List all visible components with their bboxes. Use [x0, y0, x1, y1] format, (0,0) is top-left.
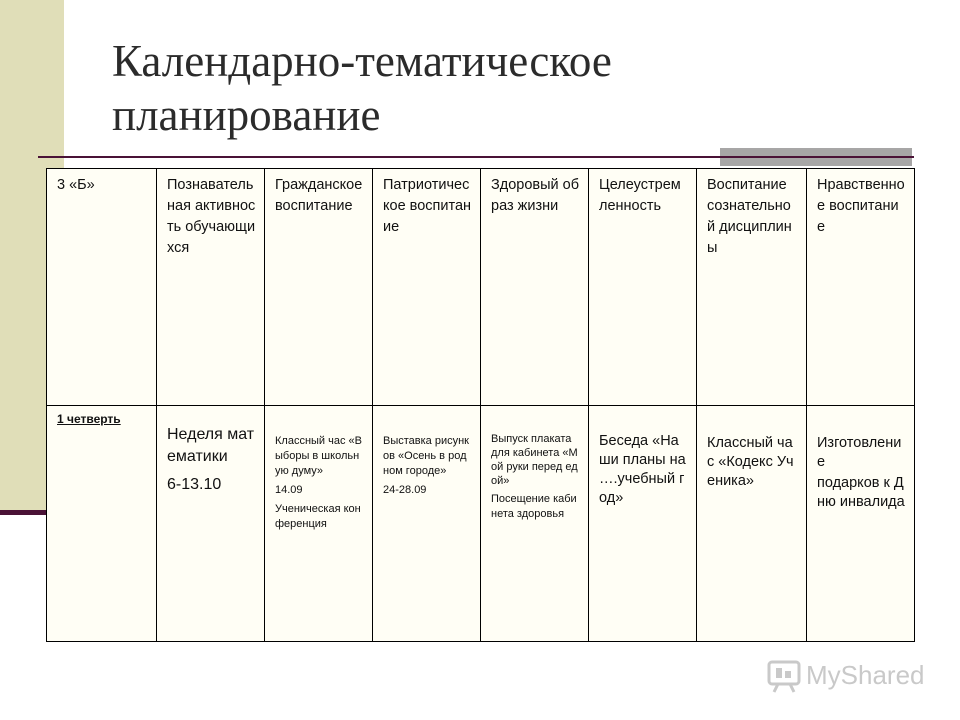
header-cell-moral: Нравственное воспитание [807, 169, 915, 406]
table-row [47, 406, 915, 642]
patriotic-event: Выставка рисунков «Осень в родном городе» [383, 435, 469, 477]
cell-discipline [697, 406, 807, 642]
civic-event-1: Классный час «Выборы в школьную думу» [275, 435, 362, 477]
header-cell-discipline: Воспитание сознательной дисциплины [697, 169, 807, 406]
slide-title: Календарно-тематическое планирование [112, 36, 612, 140]
header-cell-cognitive: Познавательная активность обучающихся [157, 169, 265, 406]
header-cell-class: 3 «Б» [47, 169, 157, 406]
purpose-event: Беседа «Наши планы на ….учебный год» [599, 433, 686, 506]
cell-civic [265, 406, 373, 642]
cognitive-event: Неделя математики [167, 426, 255, 465]
cell-quarter [47, 406, 157, 642]
table-header-row [47, 169, 915, 406]
civic-date-1: 14.09 [275, 484, 303, 496]
header-cell-patriotic: Патриотическое воспитание [373, 169, 481, 406]
cell-patriotic [373, 406, 481, 642]
cell-health [481, 406, 589, 642]
moral-line-2: подарков к Дню инвалида [817, 475, 905, 510]
header-cell-civic: Гражданское воспитание [265, 169, 373, 406]
presentation-icon [766, 658, 802, 694]
watermark [766, 656, 936, 696]
cell-cognitive [157, 406, 265, 642]
cognitive-date: 6-13.10 [167, 476, 222, 493]
watermark-text: MyShared [806, 660, 925, 690]
header-cell-purpose: Целеустремленность [589, 169, 697, 406]
moral-line-1: Изготовление [817, 435, 902, 470]
health-event-2: Посещение кабинета здоровья [491, 493, 577, 520]
health-event-1: Выпуск плаката для кабинета «Мой руки перед едой» [491, 433, 578, 487]
patriotic-date: 24-28.09 [383, 484, 427, 496]
cell-moral [807, 406, 915, 642]
plan-table [46, 168, 915, 642]
header-cell-health: Здоровый образ жизни [481, 169, 589, 406]
quarter-label: 1 четверть [57, 412, 121, 426]
title-divider [38, 156, 914, 158]
discipline-event: Классный час «Кодекс Ученика» [707, 435, 794, 489]
civic-event-2: Ученическая конференция [275, 503, 361, 530]
cell-purpose [589, 406, 697, 642]
